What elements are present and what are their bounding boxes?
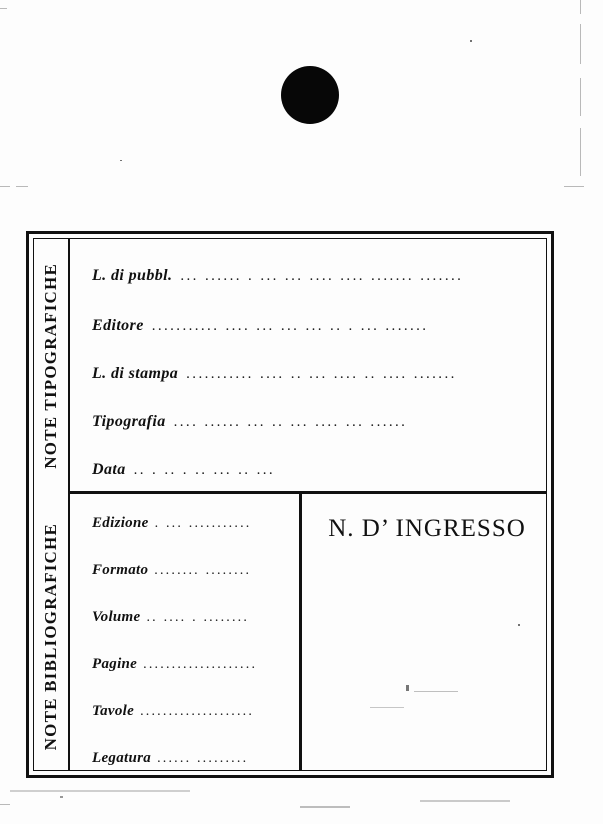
edge-mark-top-right [580,0,581,14]
field-row[interactable] [92,317,532,339]
scan-scratch [370,707,404,708]
field-label: Editore [92,317,144,334]
scan-scratch [406,685,409,691]
field-row[interactable] [92,750,291,772]
bibliographic-notes-section [70,491,546,770]
punch-dot-icon [281,66,339,124]
field-row[interactable] [92,656,291,678]
field-row[interactable] [92,461,532,483]
field-label: Legatura [92,750,152,766]
field-dotted-line: .. . .. . .. ... .. ... [133,462,276,478]
field-dotted-line: .................... [140,704,255,719]
edge-mark-right-lower [580,128,581,176]
field-label: L. di stampa [92,365,179,382]
scan-scratch [414,691,458,692]
field-row[interactable] [92,609,291,631]
edge-mark-top-left [0,8,7,9]
field-label: L. di pubbl. [92,267,173,284]
scan-speck [518,624,520,626]
edge-mark-right-upper [580,24,581,64]
bibliographic-fields-column [70,491,302,770]
field-label: Formato [92,562,149,578]
vertical-label-column [34,239,70,770]
entry-number-heading [308,515,546,543]
typographic-notes-section [70,239,546,491]
field-row[interactable] [92,413,532,435]
field-dotted-line: .. .... . ........ [146,610,250,625]
field-row[interactable] [92,703,291,725]
scan-speck [470,40,472,42]
scan-speck [60,796,63,798]
edge-mark-left-mid2 [16,186,28,187]
field-dotted-line: .................... [143,657,258,672]
field-dotted-line: ...... ......... [157,751,249,766]
label-note-tipografiche-text: NOTE TIPOGRAFICHE [41,263,60,469]
field-dotted-line: . ... ........... [154,516,252,531]
field-label: Volume [92,609,141,625]
field-row[interactable] [92,562,291,584]
label-note-bibliografiche-text: NOTE BIBLIOGRAFICHE [41,523,60,751]
label-note-tipografiche [34,243,68,489]
edge-mark-right-mid-h [564,186,584,187]
edge-mark-left-mid [0,186,10,187]
scan-speck [10,790,190,792]
field-dotted-line: ... ...... . ... ... .... .... ....... ....... [180,268,464,284]
catalog-card [26,231,554,778]
field-dotted-line: ........ ........ [154,563,252,578]
field-label: Data [92,461,126,478]
edge-mark-right-mid [580,78,581,116]
field-dotted-line: ........... .... ... ... ... .. . ... ....... [151,318,429,334]
scan-speck [420,800,510,802]
field-label: Edizione [92,515,149,531]
field-row[interactable] [92,365,532,387]
field-dotted-line: .... ...... ... .. ... .... ... ...... [173,414,408,430]
scan-speck [120,160,122,161]
field-dotted-line: ........... .... .. ... .... .. .... ....... [186,366,457,382]
field-label: Tipografia [92,413,166,430]
entry-number-heading-text: N. D’ INGRESSO [328,515,526,542]
label-note-bibliografiche [34,497,68,777]
field-label: Tavole [92,703,135,719]
edge-mark-bottom-left [0,804,10,805]
field-label: Pagine [92,656,138,672]
catalog-card-inner-border [33,238,547,771]
field-row[interactable] [92,515,291,537]
scan-speck [300,806,350,808]
field-row[interactable] [92,267,532,289]
